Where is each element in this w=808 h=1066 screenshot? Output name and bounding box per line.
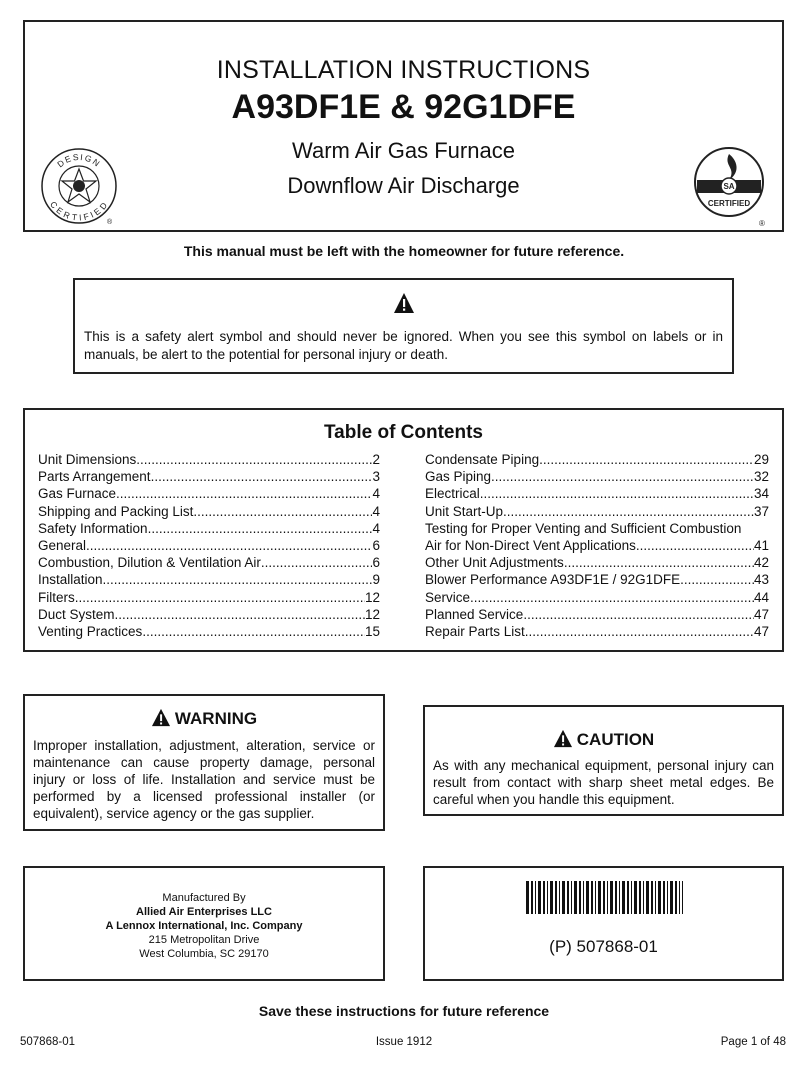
discharge-subtitle: Downflow Air Discharge	[287, 173, 520, 198]
warning-box	[23, 694, 385, 831]
toc-leader-dots	[491, 468, 754, 485]
toc-entry-label: Safety Information	[38, 520, 148, 536]
parent-company: A Lennox International, Inc. Company	[105, 920, 303, 932]
toc-entry	[38, 589, 380, 606]
barcode-bar	[670, 881, 673, 914]
barcode-bar	[595, 881, 596, 914]
toc-entry	[38, 537, 380, 554]
barcode-bar	[663, 881, 665, 914]
save-instructions-text: Save these instructions for future reference	[258, 1003, 550, 1019]
design-certified-seal-icon	[39, 146, 119, 226]
svg-text:®: ®	[107, 219, 113, 226]
barcode-bar	[574, 881, 577, 914]
toc-entry	[38, 451, 380, 468]
toc-entry-page: 37	[753, 503, 769, 519]
barcode-bar	[679, 881, 680, 914]
toc-entry-page: 32	[753, 469, 769, 485]
barcode-bar	[562, 881, 565, 914]
toc-entry	[425, 520, 769, 537]
toc-entry-page: 43	[753, 572, 769, 588]
seal-top-text: DESIGN	[55, 151, 103, 170]
toc-leader-dots	[480, 485, 754, 502]
toc-entry	[425, 537, 769, 554]
toc-leader-dots	[148, 520, 373, 537]
toc-leader-dots	[523, 606, 754, 623]
barcode-bar	[667, 881, 668, 914]
barcode-bar	[583, 881, 584, 914]
safety-alert-box	[73, 278, 734, 374]
footer-issue: Issue 1912	[375, 1036, 433, 1048]
toc-entry-label: Combustion, Dilution & Ventilation Air	[38, 555, 261, 571]
barcode-bar	[547, 881, 548, 914]
barcode-bar	[586, 881, 589, 914]
barcode-bar	[634, 881, 637, 914]
toc-entry	[425, 485, 769, 502]
toc-leader-dots	[680, 571, 754, 588]
footer-doc-number: 507868-01	[20, 1036, 75, 1048]
seal-bottom-text: CERTIFIED	[47, 199, 111, 223]
toc-entry	[425, 571, 769, 588]
toc-entry-page: 4	[372, 520, 380, 536]
toc-entry-page: 15	[364, 623, 380, 639]
toc-entry	[38, 623, 380, 640]
toc-entry	[38, 520, 380, 537]
toc-entry-page: 4	[372, 486, 380, 502]
toc-entry-label: Duct System	[38, 606, 115, 622]
toc-entry	[425, 589, 769, 606]
homeowner-notice: This manual must be left with the homeowner for future reference.	[183, 243, 625, 259]
toc-entry-page: 34	[753, 486, 769, 502]
barcode-bar	[591, 881, 593, 914]
toc-leader-dots	[103, 571, 373, 588]
toc-entry	[425, 606, 769, 623]
toc-leader-dots	[151, 468, 373, 485]
toc-right-column	[425, 451, 769, 640]
toc-entry-label: Shipping and Packing List	[38, 503, 194, 519]
svg-text:SA: SA	[723, 182, 735, 191]
part-number: (P) 507868-01	[549, 937, 658, 956]
toc-entry-page: 12	[364, 589, 380, 605]
warning-triangle-icon	[151, 708, 171, 727]
warning-text: Improper installation, adjustment, alteration, service or maintenance can cause property damage, personal injury or loss of life. Installation and service must be performed by a licensed professional installer (or equivalent), service agency or the gas supplier.	[33, 738, 375, 821]
warning-triangle-icon	[553, 729, 573, 748]
toc-leader-dots	[86, 537, 372, 554]
toc-entry	[425, 451, 769, 468]
toc-entry-label: Gas Furnace	[38, 486, 117, 502]
toc-entry-page: 12	[364, 606, 380, 622]
toc-leader-dots	[636, 537, 754, 554]
toc-leader-dots	[470, 589, 754, 606]
toc-entry-label: Testing for Proper Venting and Sufficient Combustion	[425, 520, 742, 536]
toc-entry-page: 4	[372, 503, 380, 519]
doc-type-title: INSTALLATION INSTRUCTIONS	[216, 56, 591, 84]
barcode-bar	[598, 881, 601, 914]
manufactured-by-label: Manufactured By	[162, 892, 246, 904]
toc-entry-page: 47	[753, 623, 769, 639]
barcode-bar	[622, 881, 625, 914]
toc-entry-label: Electrical	[425, 486, 480, 502]
barcode-bar	[643, 881, 644, 914]
toc-entry-label: Service	[425, 589, 471, 605]
toc-leader-dots	[525, 623, 754, 640]
toc-entry-label: Planned Service	[425, 606, 524, 622]
barcode-bar	[603, 881, 605, 914]
warning-title: WARNING	[174, 709, 258, 728]
toc-entry	[38, 468, 380, 485]
toc-leader-dots	[503, 503, 754, 520]
barcode-bar	[619, 881, 620, 914]
table-of-contents	[23, 408, 784, 652]
toc-entry-page: 2	[372, 452, 380, 467]
toc-leader-dots	[564, 554, 754, 571]
toc-leader-dots	[115, 606, 365, 623]
svg-text:®: ®	[759, 219, 765, 228]
warning-triangle-icon	[393, 292, 415, 314]
toc-entry-label: Unit Dimensions	[38, 452, 137, 467]
toc-entry-page: 6	[372, 555, 380, 571]
barcode-bar	[675, 881, 677, 914]
barcode-bar	[646, 881, 649, 914]
toc-leader-dots	[116, 485, 372, 502]
barcode-bar	[658, 881, 661, 914]
toc-entry-label: Gas Piping	[425, 469, 492, 485]
barcode-bar	[526, 881, 529, 914]
toc-entry	[425, 503, 769, 520]
toc-leader-dots	[261, 554, 373, 571]
manufacturer-box	[23, 866, 385, 981]
caution-heading	[425, 729, 782, 750]
toc-entry	[38, 503, 380, 520]
toc-entry-label: Parts Arrangement	[38, 469, 151, 485]
toc-entry-label: Filters	[38, 589, 75, 605]
barcode-bar	[615, 881, 617, 914]
barcode-bar	[567, 881, 569, 914]
barcode-icon	[526, 881, 683, 914]
csa-certified-seal-icon	[693, 146, 773, 228]
barcode-bar	[627, 881, 629, 914]
toc-leader-dots	[136, 451, 372, 468]
toc-entry-label: Air for Non-Direct Vent Applications	[425, 537, 636, 553]
barcode-bar	[610, 881, 613, 914]
barcode-bar	[559, 881, 560, 914]
address-street: 215 Metropolitan Drive	[148, 934, 260, 946]
toc-entry-page: 42	[753, 555, 769, 571]
barcode-bar	[682, 881, 683, 914]
warning-heading	[25, 708, 383, 729]
caution-title: CAUTION	[576, 730, 655, 749]
toc-entry	[38, 485, 380, 502]
toc-entry-label: General	[38, 537, 87, 553]
barcode-bar	[655, 881, 656, 914]
caution-box	[423, 705, 784, 816]
toc-entry-page: 6	[372, 537, 380, 553]
barcode-bar	[543, 881, 545, 914]
barcode-bar	[535, 881, 536, 914]
toc-entry-page: 47	[753, 606, 769, 622]
svg-text:CERTIFIED	[48, 199, 110, 222]
toc-leader-dots	[142, 623, 365, 640]
barcode-bar	[607, 881, 608, 914]
barcode-bar	[538, 881, 541, 914]
toc-entry-page: 44	[753, 589, 769, 605]
footer-page: Page 1 of 48	[720, 1036, 786, 1048]
product-subtitle: Warm Air Gas Furnace	[292, 138, 515, 163]
seal-certified-text: CERTIFIED	[707, 199, 751, 208]
barcode-bar	[651, 881, 653, 914]
barcode-bar	[555, 881, 557, 914]
toc-entry	[38, 606, 380, 623]
toc-entry	[425, 468, 769, 485]
part-number-box	[423, 866, 784, 981]
toc-entry-label: Other Unit Adjustments	[425, 555, 564, 571]
toc-entry	[425, 554, 769, 571]
toc-entry-page: 41	[753, 537, 769, 553]
toc-entry-label: Unit Start-Up	[425, 503, 504, 519]
toc-entry	[38, 571, 380, 588]
model-title: A93DF1E & 92G1DFE	[231, 88, 576, 126]
toc-entry-label: Condensate Piping	[425, 452, 540, 467]
toc-title: Table of Contents	[323, 422, 484, 443]
caution-text: As with any mechanical equipment, personal injury can result from contact with sharp sheet metal edges. Be careful when you handle this equipment.	[433, 758, 774, 807]
toc-entry-label: Repair Parts List	[425, 623, 525, 639]
barcode-bar	[579, 881, 581, 914]
toc-entry	[38, 554, 380, 571]
manufacturer-name: Allied Air Enterprises LLC	[136, 906, 272, 918]
toc-entry-page: 9	[372, 572, 380, 588]
toc-leader-dots	[193, 503, 372, 520]
header-box	[23, 20, 784, 232]
toc-entry-label: Installation	[38, 572, 103, 588]
svg-text:DESIGN	[55, 152, 103, 169]
toc-entry-page: 3	[372, 469, 380, 485]
barcode-bar	[531, 881, 533, 914]
toc-entry-label: Venting Practices	[38, 623, 143, 639]
address-city: West Columbia, SC 29170	[139, 948, 269, 960]
toc-entry-page: 29	[753, 452, 769, 467]
toc-entry-label: Blower Performance A93DF1E / 92G1DFE	[425, 572, 681, 588]
barcode-bar	[571, 881, 572, 914]
barcode-bar	[550, 881, 553, 914]
toc-left-column	[38, 451, 380, 640]
barcode-bar	[631, 881, 632, 914]
toc-entry	[425, 623, 769, 640]
safety-alert-text: This is a safety alert symbol and should never be ignored. When you see this symbol on labels or in manuals, be alert to the potential for personal injury or death.	[84, 329, 723, 362]
toc-leader-dots	[75, 589, 365, 606]
toc-leader-dots	[539, 451, 754, 468]
barcode-bar	[639, 881, 641, 914]
